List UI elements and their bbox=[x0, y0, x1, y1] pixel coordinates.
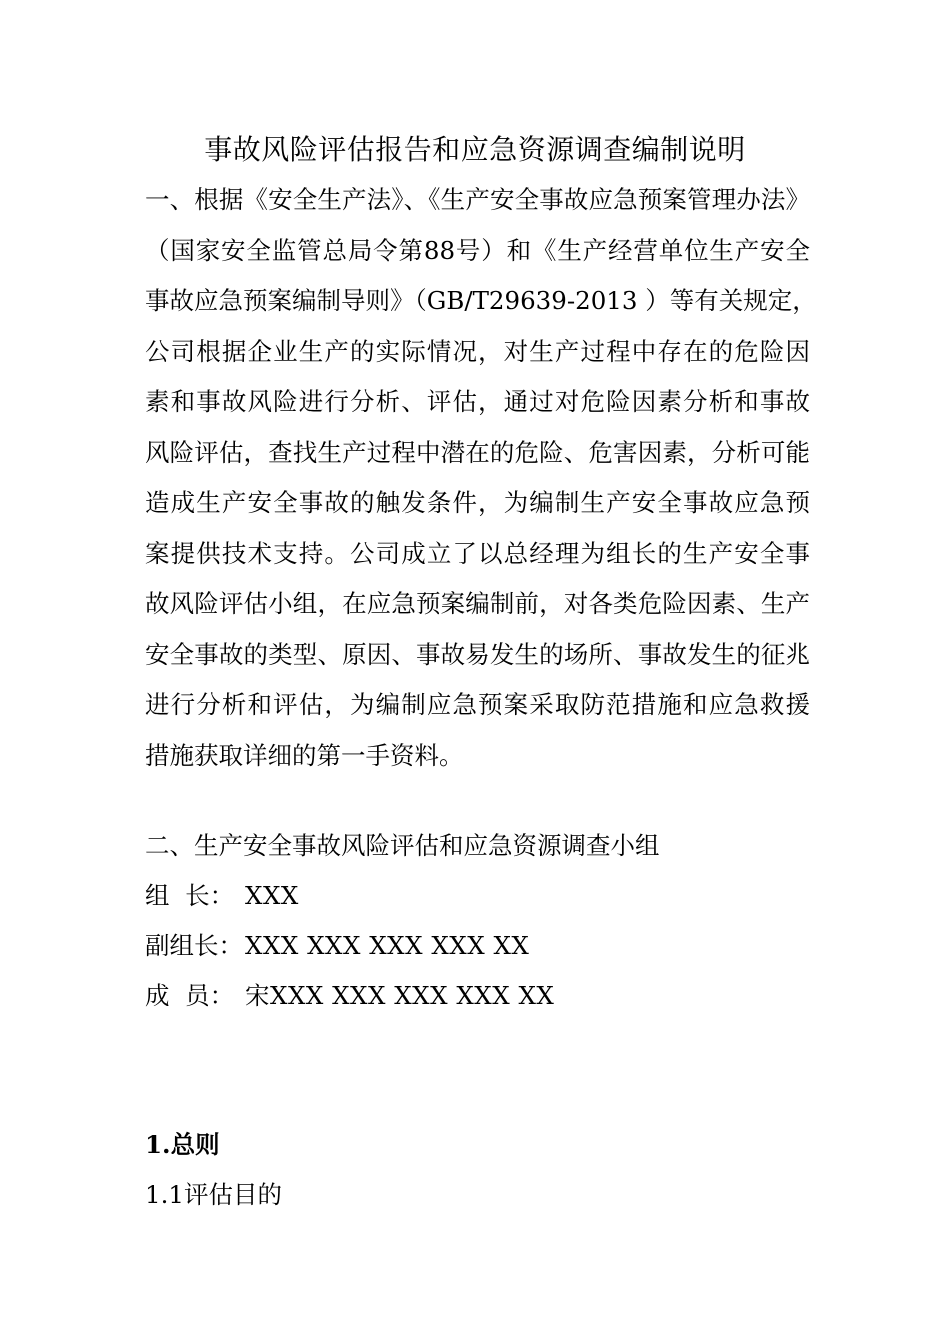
intro-line: 事故应急预案编制导则》（GB/T29639-2013 ）等有关规定， bbox=[145, 286, 817, 315]
document-title: 事故风险评估报告和应急资源调查编制说明 bbox=[204, 133, 746, 166]
intro-line: 风险评估，查找生产过程中潜在的危险、危害因素，分析可能 bbox=[145, 437, 810, 467]
intro-paragraph bbox=[145, 175, 817, 781]
members-label: 成 员： bbox=[145, 981, 235, 1010]
intro-line: 案提供技术支持。公司成立了以总经理为组长的生产安全事 bbox=[145, 538, 810, 568]
intro-line: 造成生产安全事故的触发条件，为编制生产安全事故应急预 bbox=[145, 488, 810, 517]
deputy-leader-row bbox=[145, 921, 810, 971]
intro-line: 故风险评估小组，在应急预案编制前，对各类危险因素、生产 bbox=[145, 589, 810, 618]
members-row bbox=[145, 971, 810, 1021]
deputy-leader-names: XXX XXX XXX XXX XX bbox=[245, 931, 530, 960]
heading-purpose: 1.1评估目的 bbox=[145, 1180, 282, 1209]
intro-line: 素和事故风险进行分析、评估，通过对危险因素分析和事故 bbox=[145, 387, 810, 416]
intro-line: 一、根据《安全生产法》、《生产安全事故应急预案管理办法》 bbox=[145, 185, 810, 214]
intro-line: 公司根据企业生产的实际情况，对生产过程中存在的危险因 bbox=[145, 336, 810, 366]
team-leader-label: 组 长： bbox=[145, 881, 235, 910]
intro-line: 进行分析和评估，为编制应急预案采取防范措施和应急救援 bbox=[145, 690, 810, 719]
deputy-leader-label: 副组长： bbox=[145, 931, 243, 960]
team-leader-names: XXX bbox=[245, 881, 299, 910]
intro-line: 措施获取详细的第一手资料。 bbox=[145, 740, 464, 770]
members-names: 宋XXX XXX XXX XXX XX bbox=[245, 981, 555, 1010]
intro-line: 安全事故的类型、原因、事故易发生的场所、事故发生的征兆 bbox=[145, 639, 810, 669]
team-section bbox=[145, 821, 810, 1021]
team-leader-row bbox=[145, 871, 810, 921]
intro-line: （国家安全监管总局令第88号）和《生产经营单位生产安全 bbox=[145, 235, 810, 265]
team-section-heading: 二、生产安全事故风险评估和应急资源调查小组 bbox=[145, 831, 660, 860]
heading-general: 1.总则 bbox=[145, 1130, 220, 1159]
